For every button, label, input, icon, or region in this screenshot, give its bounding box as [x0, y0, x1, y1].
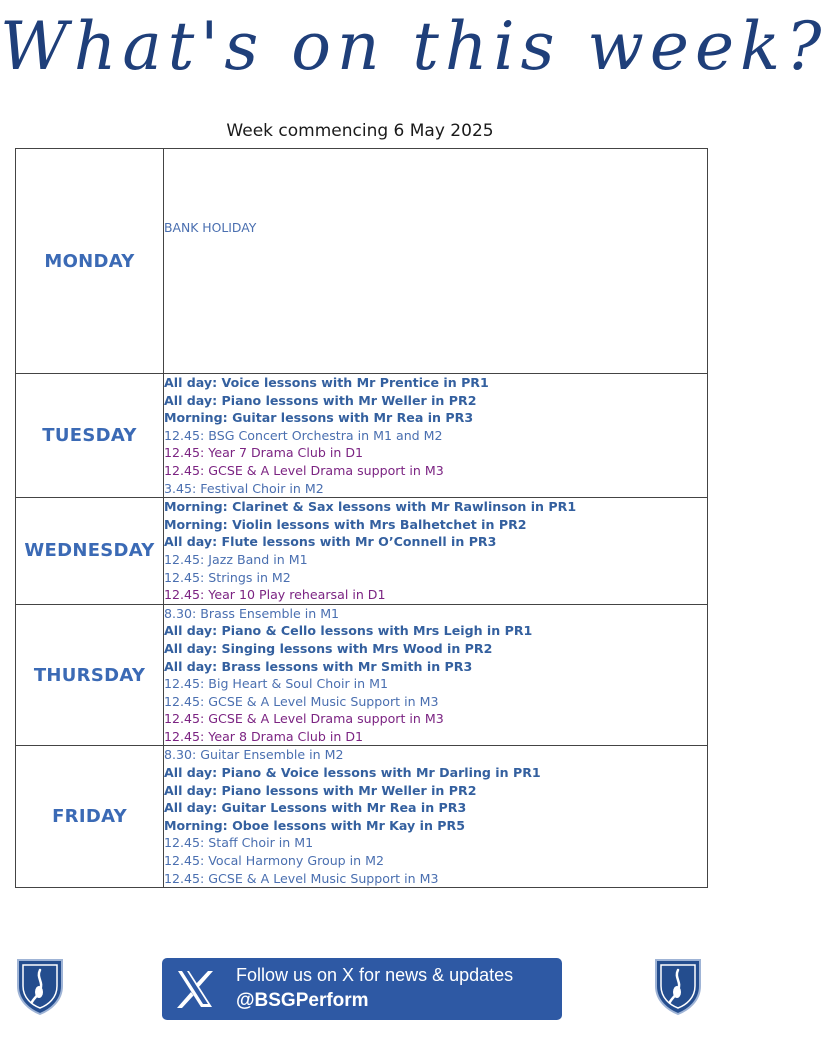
school-crest-icon — [14, 956, 66, 1016]
event-item: All day: Voice lessons with Mr Prentice in PR1 — [164, 375, 489, 390]
day-label: TUESDAY — [16, 374, 164, 498]
event-item: All day: Piano lessons with Mr Weller in PR2 — [164, 392, 477, 408]
event-item: 12.45: Strings in M2 — [164, 569, 291, 585]
event-item: 12.45: Vocal Harmony Group in M2 — [164, 853, 385, 869]
social-handle[interactable]: @BSGPerform — [236, 990, 369, 1011]
schedule-row-thursday — [16, 604, 708, 746]
events-cell — [164, 498, 708, 605]
event-item: 12.45: Year 10 Play rehearsal in D1 — [164, 587, 386, 603]
schedule-row-monday — [16, 149, 708, 374]
event-item: 12.45: Year 8 Drama Club in D1 — [164, 728, 364, 744]
event-item: Morning: Guitar lessons with Mr Rea in PR3 — [164, 410, 474, 426]
weekly-schedule-table — [15, 148, 708, 888]
event-item: All day: Brass lessons with Mr Smith in PR3 — [164, 658, 473, 674]
x-logo-icon — [174, 968, 216, 1010]
event-item: Morning: Clarinet & Sax lessons with Mr Rawlinson in PR1 — [164, 499, 577, 515]
event-item: BANK HOLIDAY — [164, 220, 257, 235]
events-cell — [164, 374, 708, 498]
school-crest-icon — [652, 956, 704, 1016]
schedule-row-friday — [16, 746, 708, 888]
event-item: 12.45: GCSE & A Level Music Support in M3 — [164, 693, 439, 709]
event-item: 12.45: Big Heart & Soul Choir in M1 — [164, 676, 389, 692]
day-label: FRIDAY — [16, 746, 164, 888]
schedule-row-tuesday — [16, 374, 708, 498]
events-cell — [164, 149, 708, 374]
event-item: 12.45: GCSE & A Level Music Support in M3 — [164, 870, 439, 886]
page-title: What's on this week? — [0, 8, 827, 85]
events-cell — [164, 746, 708, 888]
event-item: 12.45: Staff Choir in M1 — [164, 835, 314, 851]
day-label: THURSDAY — [16, 604, 164, 746]
event-item: 12.45: GCSE & A Level Drama support in M3 — [164, 711, 444, 727]
day-label: WEDNESDAY — [16, 498, 164, 605]
event-item: Morning: Oboe lessons with Mr Kay in PR5 — [164, 817, 465, 833]
follow-banner[interactable] — [162, 958, 562, 1020]
event-item: All day: Piano & Cello lessons with Mrs Leigh in PR1 — [164, 623, 533, 639]
event-item: 12.45: Year 7 Drama Club in D1 — [164, 445, 364, 461]
event-item: All day: Guitar Lessons with Mr Rea in PR3 — [164, 800, 467, 816]
event-item: All day: Piano & Voice lessons with Mr Darling in PR1 — [164, 765, 541, 781]
event-item: All day: Piano lessons with Mr Weller in PR2 — [164, 782, 477, 798]
event-item: 12.45: GCSE & A Level Drama support in M3 — [164, 462, 444, 478]
event-item: All day: Singing lessons with Mrs Wood in PR2 — [164, 640, 493, 656]
event-item: 3.45: Festival Choir in M2 — [164, 480, 324, 496]
event-item: 8.30: Brass Ensemble in M1 — [164, 605, 340, 621]
events-cell — [164, 604, 708, 746]
event-item: Morning: Violin lessons with Mrs Balhetchet in PR2 — [164, 516, 527, 532]
event-item: All day: Flute lessons with Mr O’Connell in PR3 — [164, 534, 497, 550]
follow-text: Follow us on X for news & updates — [236, 965, 514, 985]
event-item: 12.45: Jazz Band in M1 — [164, 551, 308, 567]
event-item: 12.45: BSG Concert Orchestra in M1 and M2 — [164, 427, 443, 443]
day-label: MONDAY — [16, 149, 164, 374]
week-commencing: Week commencing 6 May 2025 — [226, 121, 494, 141]
schedule-row-wednesday — [16, 498, 708, 605]
event-item: 8.30: Guitar Ensemble in M2 — [164, 747, 344, 763]
